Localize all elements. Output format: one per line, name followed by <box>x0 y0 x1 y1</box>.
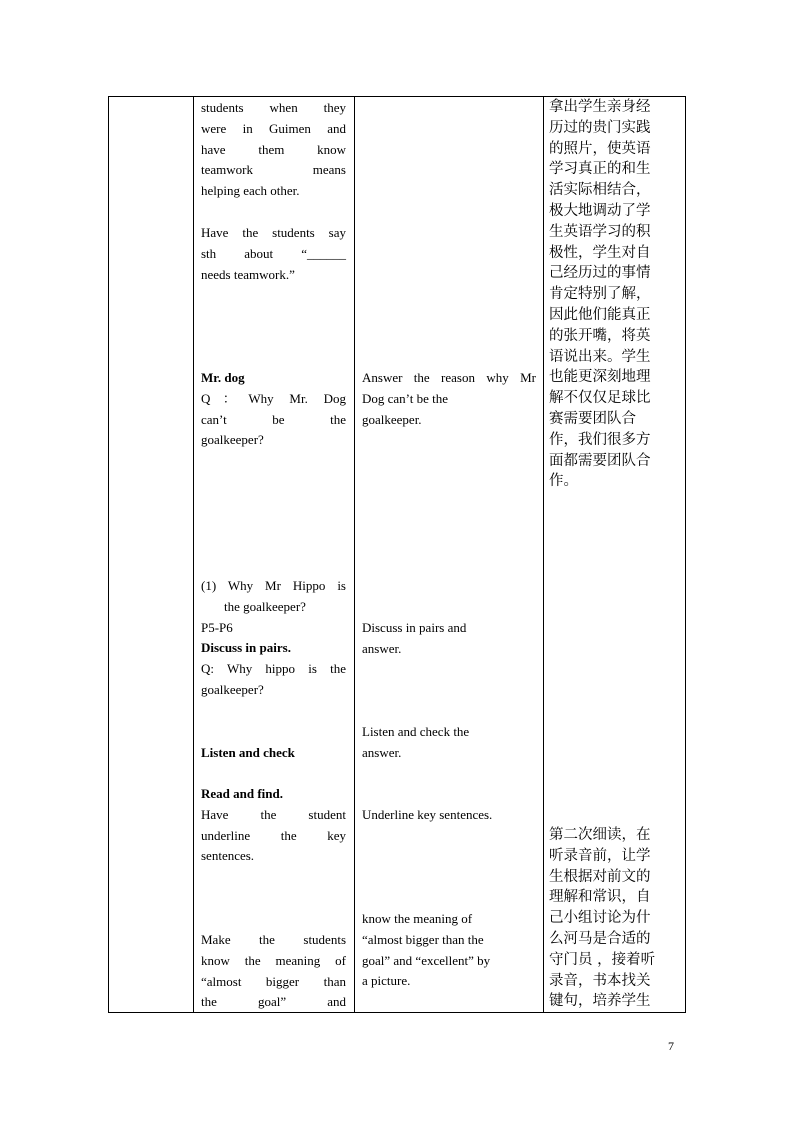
page-range: P5-P6 <box>201 619 233 635</box>
text-line: Underline key sentences. <box>362 807 493 822</box>
text-line: underline the key <box>201 827 346 843</box>
text-line: Listen and check the <box>362 724 470 739</box>
text-line: the goalkeeper? <box>224 598 306 614</box>
text-line: 也能更深刻地理 <box>549 369 651 386</box>
text-line: 肯定特别了解， <box>549 286 651 303</box>
column-divider-2 <box>354 96 355 1013</box>
text-line: 学习真正的和生 <box>549 161 651 178</box>
mr-dog-block <box>201 368 346 451</box>
text-line: students when they <box>201 100 346 115</box>
text-line: Have the students say <box>201 225 346 240</box>
text-line: 生根据对前文的 <box>549 868 651 885</box>
text-line: 的照片，使英语 <box>549 140 651 157</box>
text-line: 拿出学生亲身经 <box>549 99 651 115</box>
text-line: 么河马是合适的 <box>549 930 651 947</box>
section-heading: Listen and check <box>201 745 295 760</box>
text-line: 生英语学习的积 <box>549 223 651 240</box>
text-line: 解不仅仅足球比 <box>549 390 651 407</box>
column-divider-3 <box>543 96 544 1013</box>
text-line: Q: Why hippo is the <box>201 661 346 677</box>
text-line: 作，我们很多方 <box>549 431 651 448</box>
text-line: 活实际相结合， <box>549 182 651 199</box>
text-line: answer. <box>362 744 402 760</box>
teacher-intro-block <box>201 98 346 202</box>
text-line: “almost bigger than <box>201 973 346 989</box>
section-heading: Discuss in pairs. <box>201 640 291 656</box>
text-line: 键句，培养学生 <box>549 993 651 1010</box>
text-line: know the meaning of <box>362 911 473 926</box>
hippo-question-block <box>201 576 346 701</box>
text-line: know the meaning of <box>201 952 346 968</box>
text-line: goalkeeper? <box>201 681 264 697</box>
text-line: Have the student <box>201 806 346 822</box>
design-intent-bottom-block <box>549 825 681 1012</box>
listen-check-block <box>201 743 346 764</box>
text-line: “almost bigger than the <box>362 931 484 947</box>
text-line: sentences. <box>201 848 255 864</box>
text-line: goalkeeper. <box>362 411 422 427</box>
discuss-pairs-block <box>362 618 536 660</box>
text-line: teamwork means <box>201 162 346 178</box>
text-line: needs teamwork.” <box>201 266 295 282</box>
read-find-block <box>201 784 346 867</box>
column-divider-1 <box>193 96 194 1013</box>
text-line: 录音，书本找关 <box>549 972 651 989</box>
text-line: 己小组讨论为什 <box>549 910 651 927</box>
text-line: Dog can’t be the <box>362 390 449 406</box>
text-line: a picture. <box>362 973 411 989</box>
text-line: 作。 <box>549 473 578 490</box>
text-line: helping each other. <box>201 183 300 199</box>
section-heading: Read and find. <box>201 786 283 801</box>
make-students-block <box>201 930 346 1013</box>
text-line: 极大地调动了学 <box>549 202 651 219</box>
text-line: goalkeeper? <box>201 432 264 448</box>
text-line: 因此他们能真正 <box>549 306 651 323</box>
table-right-border <box>685 96 686 1013</box>
answer-reason-block <box>362 368 536 430</box>
text-line: Q：Why Mr. Dog <box>201 390 346 406</box>
text-line: can’t be the <box>201 411 346 427</box>
text-line: have them know <box>201 141 346 157</box>
text-line: 理解和常识，自 <box>549 889 651 906</box>
text-line: 第二次细读，在 <box>549 827 651 843</box>
text-line: were in Guimen and <box>201 120 346 136</box>
page-number: 7 <box>668 1039 674 1053</box>
text-line: 面都需要团队合 <box>549 452 651 469</box>
text-line: sth about “______ <box>201 245 346 261</box>
text-line: goal” and “excellent” by <box>362 952 491 968</box>
text-line: Make the students <box>201 932 346 947</box>
text-line: Answer the reason why Mr <box>362 370 536 385</box>
text-line: 守门员 ，接着听 <box>549 951 656 968</box>
text-line: Discuss in pairs and <box>362 620 467 635</box>
listen-answer-block <box>362 722 536 764</box>
text-line: 极性，学生对自 <box>549 244 651 261</box>
table-left-border <box>108 96 109 1013</box>
text-line: the goal” and <box>201 994 346 1010</box>
text-line: 的张开嘴，将英 <box>549 327 651 344</box>
text-line: answer. <box>362 640 402 656</box>
know-meaning-block <box>362 909 536 992</box>
section-heading: Mr. dog <box>201 370 245 385</box>
text-line: 己经历过的事情 <box>549 265 651 282</box>
text-line: 听录音前，让学 <box>549 847 651 864</box>
text-line: 语说出来。学生 <box>549 348 651 365</box>
text-line: 赛需要团队合 <box>549 410 636 427</box>
text-line: (1) Why Mr Hippo is <box>201 578 346 593</box>
text-line: 历过的贵门实践 <box>549 119 651 136</box>
say-something-block <box>201 223 346 285</box>
underline-block <box>362 805 536 826</box>
design-intent-top-block <box>549 97 681 492</box>
